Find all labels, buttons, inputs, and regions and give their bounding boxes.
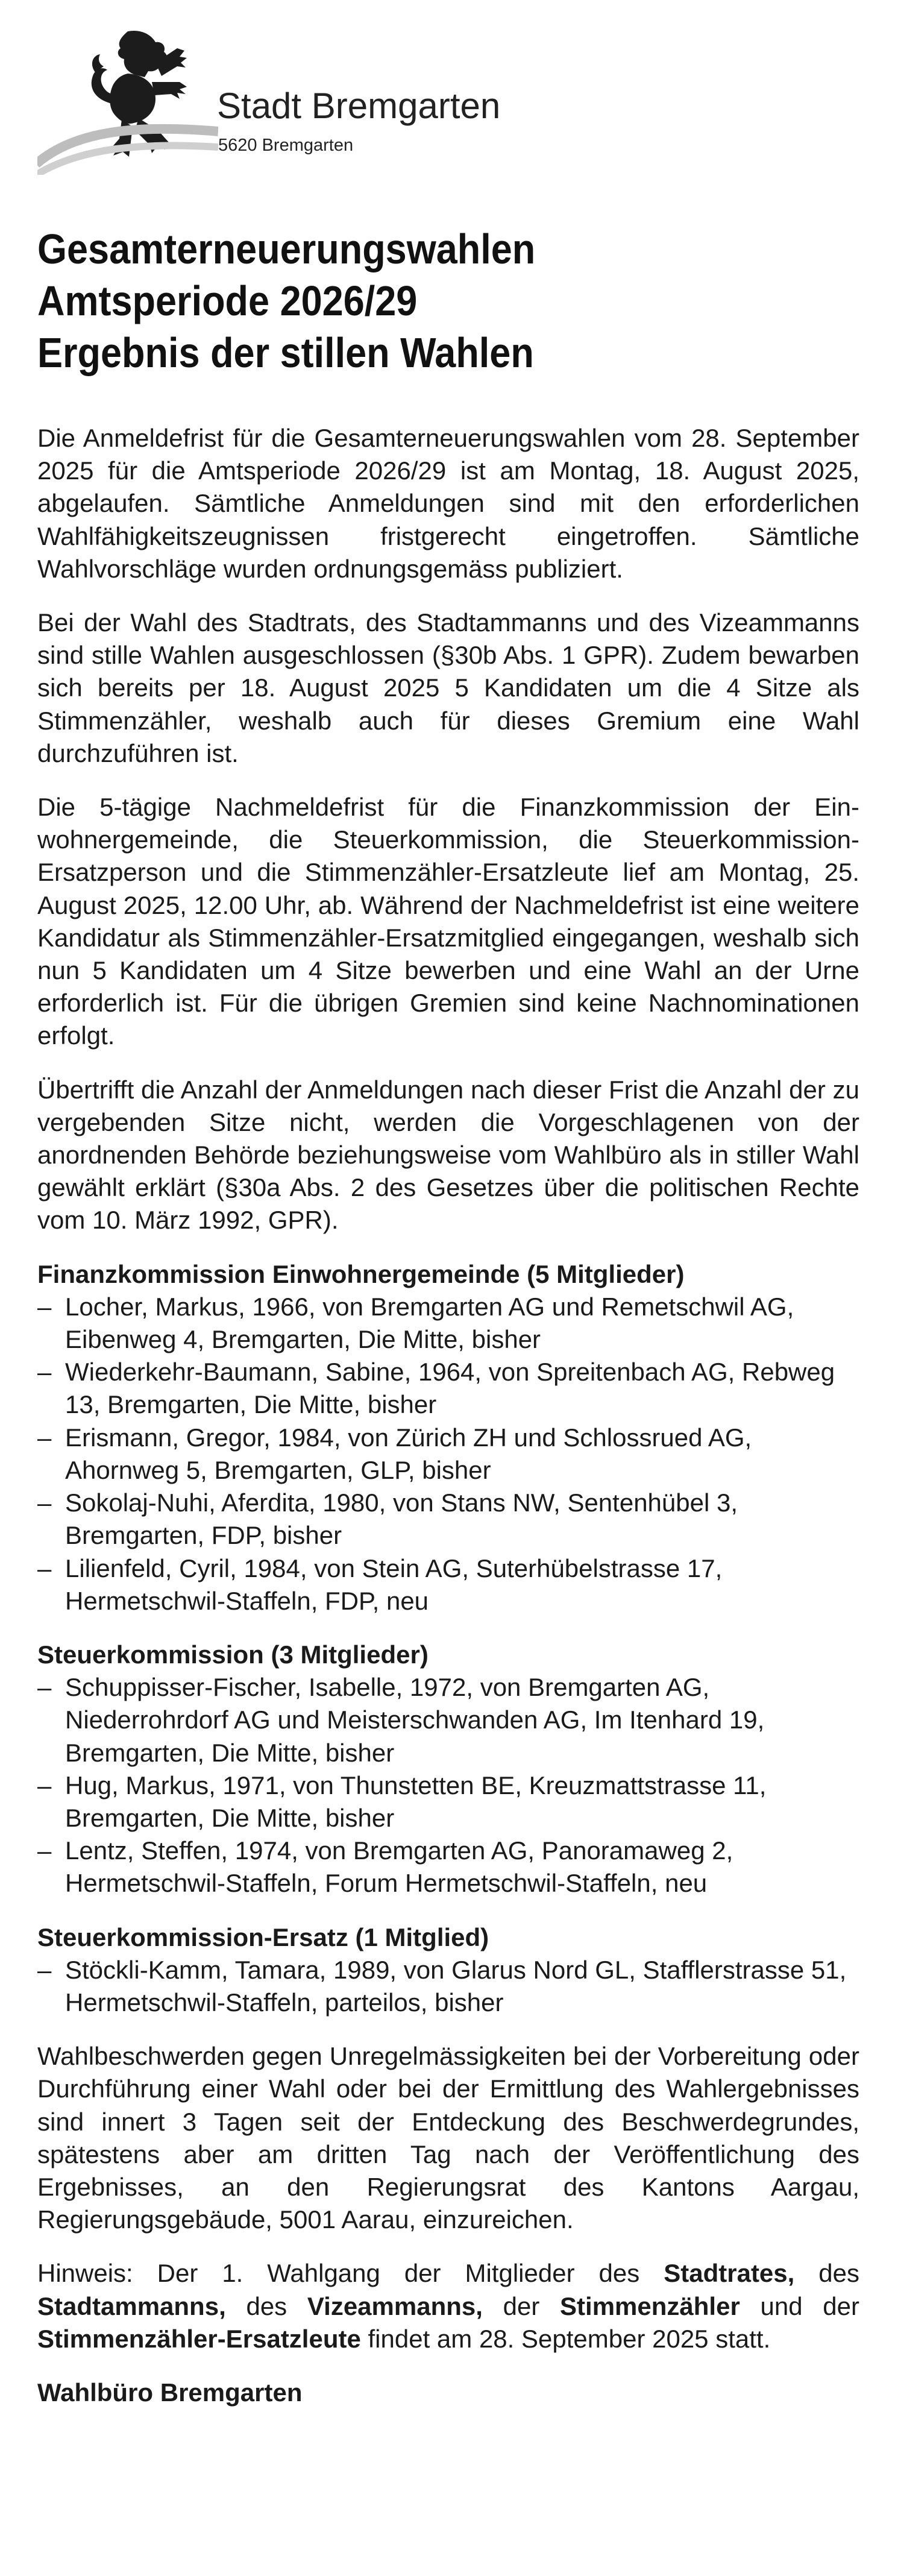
notice-bold-vizeammanns: Vizeammanns,: [307, 2291, 483, 2320]
notice-bold-stimmenzaehler: Stimmenzähler: [560, 2291, 740, 2320]
candidate-list: [37, 1671, 859, 1900]
paragraph-notice: [37, 2257, 859, 2355]
paragraph-complaints: Wahlbeschwerden gegen Unregelmässigkeiten bei der Vorbereitung oder Durchführung einer Wahl oder bei der Ermittlung des Wahlergebnisses sind innert 3 Tagen seit der Entdeckung des Beschwerdegrundes, spätestens aber am dritten Tag nach der Veröffentlichung des Ergebnisses, an den Regierungsrat des Kantons Aargau, Regierungsgebäude, 5001 Aarau, einzureichen.: [37, 2042, 859, 2234]
notice-text: des: [794, 2259, 859, 2288]
lion-coat-of-arms-icon: [37, 24, 218, 175]
section-finanzkommission: [37, 1258, 859, 1617]
notice-text: des: [225, 2291, 307, 2320]
paragraph-legal-basis: Übertrifft die Anzahl der Anmeldungen nach dieser Frist die Anzahl der zu vergebenden Sitze nicht, werden die Vorgeschlagenen von der anordnenden Behörde beziehungsweise vom Wahlbüro als in stiller Wahl gewählt erklärt (§30a Abs. 2 des Gesetzes über die politischen Rechte vom 10. März 1992, GPR).: [37, 1075, 859, 1235]
title-line-2: Amtsperiode 2026/29: [37, 277, 418, 324]
publication-body: [37, 422, 859, 2409]
section-steuerkommission: [37, 1639, 859, 1900]
notice-text: Hinweis: Der 1. Wahlgang der Mitglieder des: [37, 2259, 664, 2288]
paragraph-late-registration: Die 5-tägige Nachmeldefrist für die Finanzkommission der Einwohnergemeinde, die Steuerkommission, die Steuerkommission-Ersatzperson und die Stimmenzähler-Ersatzleute lief am Montag, 25. August 2025, 12.00 Uhr, ab. Während der Nachmeldefrist ist eine weitere Kandidatur als Stimmenzähler-Ersatzmitglied eingegangen, weshalb sich nun 5 Kandidaten um 4 Sitze bewerben und eine Wahl an der Urne erforderlich ist. Für die übrigen Gremien sind keine Nachnominationen erfolgt.: [37, 793, 859, 1050]
title-line-1: Gesamterneuerungswahlen: [37, 225, 536, 272]
paragraph-excluded-silent-elections: Bei der Wahl des Stadtrats, des Stadtammanns und des Vizeammanns sind stille Wahlen ausgeschlossen (§30b Abs. 1 GPR). Zudem bewarben sich bereits per 18. August 2025 5 Kandidaten um die 4 Sitze als Stimmenzähler, weshalb auch für dieses Gremium eine Wahl durchzuführen ist.: [37, 608, 859, 767]
notice-text: findet am 28. September 2025 statt.: [360, 2324, 771, 2353]
paragraph-registration-deadline: Die Anmeldefrist für die Gesamterneuerungswahlen vom 28. September 2025 für die Amtsperiode 2026/29 ist am Montag, 18. August 2025, abgelaufen. Sämtliche Anmeldungen sind mit den erforderlichen Wahlfähigkeitszeugnissen fristgerecht eingetroffen. Sämtliche Wahlvorschläge wurden ordnungsgemäss publiziert.: [37, 424, 859, 583]
town-postal-code: 5620 Bremgarten: [218, 136, 354, 155]
candidate-list: [37, 1954, 859, 2019]
list-item: – Sokolaj-Nuhi, Aferdita, 1980, von Stans NW, Sentenhübel 3, Bremgarten, FDP, bisher: [37, 1487, 859, 1552]
title-line-3: Ergebnis der stillen Wahlen: [37, 329, 534, 376]
notice-bold-stadtammanns: Stadtammanns,: [37, 2291, 226, 2320]
signature: Wahlbüro Bremgarten: [37, 2378, 303, 2407]
list-item: – Lilienfeld, Cyril, 1984, von Stein AG, Suterhübelstrasse 17, Hermetschwil-Staffeln, FDP, neu: [37, 1552, 859, 1617]
list-item: – Lentz, Steffen, 1974, von Bremgarten AG, Panoramaweg 2, Hermetschwil-Staffeln, Forum Hermetschwil-Staffeln, neu: [37, 1834, 859, 1900]
list-item: – Schuppisser-Fischer, Isabelle, 1972, von Bremgarten AG, Niederrohrdorf AG und Meisterschwanden AG, Im Itenhard 19, Bremgarten, Die Mitte, bisher: [37, 1671, 859, 1769]
notice-bold-stimmenzaehler-ersatzleute: Stimmenzähler-Ersatzleute: [37, 2324, 361, 2353]
section-heading: Steuerkommission (3 Mitglieder): [37, 1640, 429, 1669]
list-item: – Hug, Markus, 1971, von Thunstetten BE, Kreuzmattstrasse 11, Bremgarten, Die Mitte, bisher: [37, 1769, 859, 1834]
notice-bold-stadtrates: Stadtrates,: [664, 2259, 795, 2288]
list-item: – Locher, Markus, 1966, von Bremgarten AG und Remetschwil AG, Eibenweg 4, Bremgarten, Die Mitte, bisher: [37, 1291, 859, 1356]
notice-text: und der: [739, 2291, 860, 2320]
list-item: – Wiederkehr-Baumann, Sabine, 1964, von Spreitenbach AG, Rebweg 13, Bremgarten, Die Mitte, bisher: [37, 1356, 859, 1421]
town-name: Stadt Bremgarten: [217, 86, 501, 126]
notice-text: der: [482, 2291, 560, 2320]
candidate-list: [37, 1291, 859, 1617]
section-steuerkommission-ersatz: [37, 1921, 859, 2020]
section-heading: Steuerkommission-Ersatz (1 Mitglied): [37, 1923, 489, 1951]
list-item: – Erismann, Gregor, 1984, von Zürich ZH und Schlossrued AG, Ahornweg 5, Bremgarten, GLP, bisher: [37, 1422, 859, 1487]
list-item: – Stöckli-Kamm, Tamara, 1989, von Glarus Nord GL, Stafflerstrasse 51, Hermetschwil-Staffeln, parteilos, bisher: [37, 1954, 859, 2019]
section-heading: Finanzkommission Einwohnergemeinde (5 Mitglieder): [37, 1259, 685, 1288]
page-title: [37, 223, 786, 379]
